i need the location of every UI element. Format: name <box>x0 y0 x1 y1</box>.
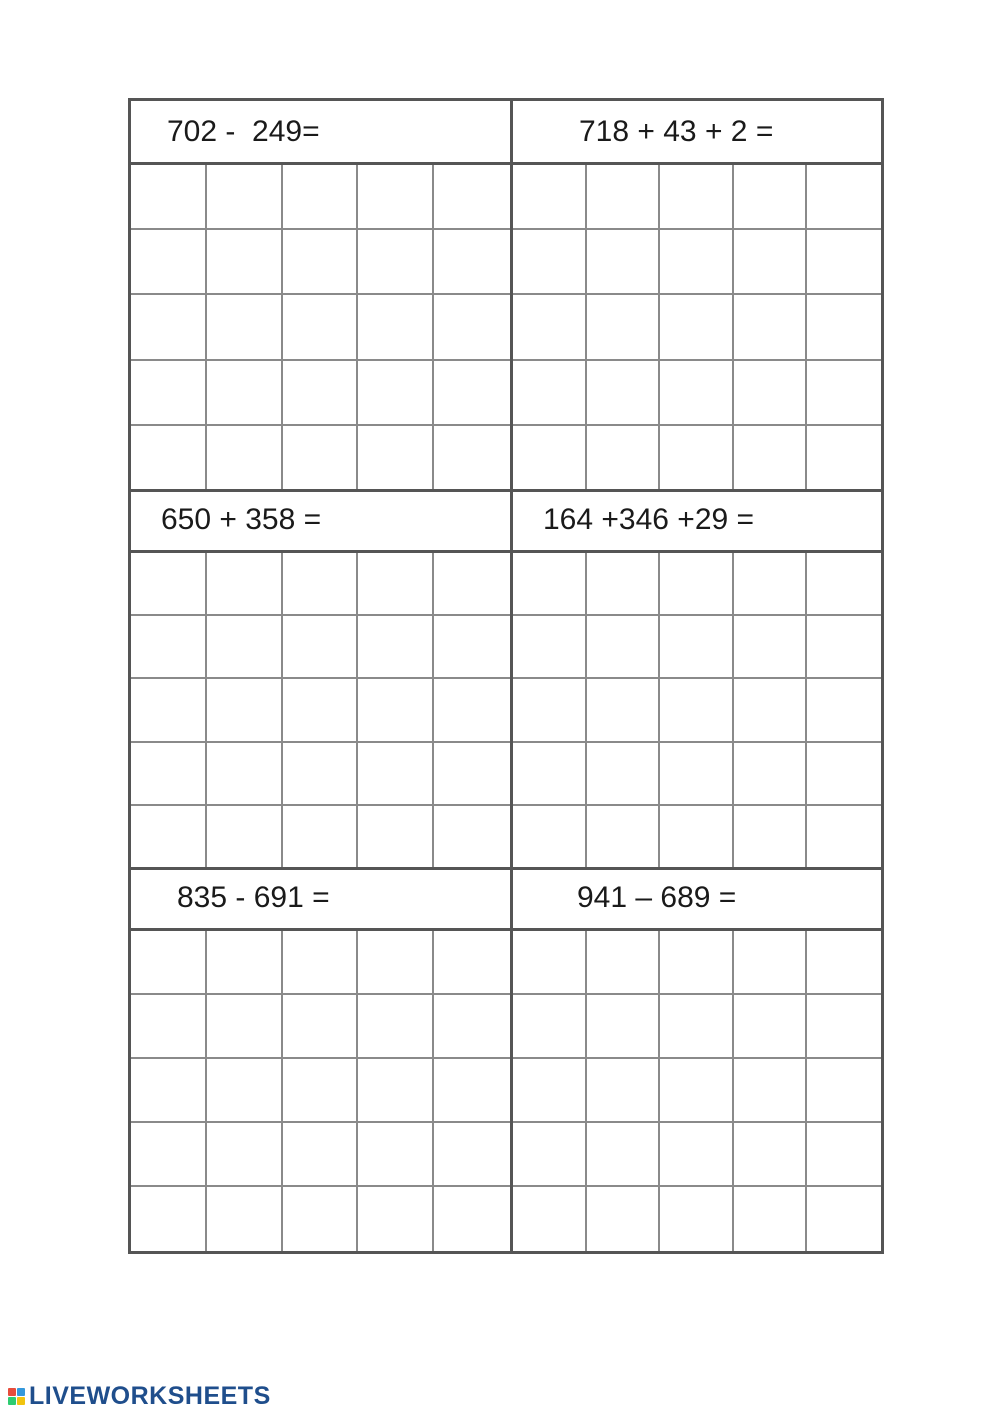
answer-cell[interactable] <box>358 230 434 295</box>
answer-cell[interactable] <box>283 295 359 360</box>
answer-cell[interactable] <box>434 553 510 616</box>
logo-block <box>17 1397 25 1405</box>
problem-4-text: 164 +346 +29 = <box>543 503 755 536</box>
answer-cell[interactable] <box>587 165 661 230</box>
problem-6-text: 941 – 689 = <box>577 881 737 914</box>
answer-cell[interactable] <box>283 165 359 230</box>
answer-cell[interactable] <box>358 743 434 806</box>
answer-cell[interactable] <box>587 1059 661 1123</box>
problem-row-2 <box>131 489 881 869</box>
answer-cell[interactable] <box>734 230 808 295</box>
answer-cell[interactable] <box>807 165 881 230</box>
answer-cell[interactable] <box>807 1123 881 1187</box>
answer-grid-1 <box>131 165 510 491</box>
answer-cell[interactable] <box>513 806 587 869</box>
answer-cell[interactable] <box>734 361 808 426</box>
answer-cell[interactable] <box>207 295 283 360</box>
answer-cell[interactable] <box>131 553 207 616</box>
answer-cell[interactable] <box>131 616 207 679</box>
answer-cell[interactable] <box>207 616 283 679</box>
logo-block <box>8 1388 16 1396</box>
answer-cell[interactable] <box>513 1059 587 1123</box>
answer-cell[interactable] <box>587 995 661 1059</box>
answer-cell[interactable] <box>131 931 207 995</box>
answer-cell[interactable] <box>131 1123 207 1187</box>
answer-cell[interactable] <box>131 806 207 869</box>
answer-cell[interactable] <box>283 553 359 616</box>
answer-cell[interactable] <box>734 679 808 742</box>
answer-cell[interactable] <box>131 743 207 806</box>
answer-cell[interactable] <box>283 230 359 295</box>
answer-cell[interactable] <box>513 295 587 360</box>
problem-1-text: 702 - 249= <box>167 115 320 148</box>
answer-cell[interactable] <box>513 1187 587 1251</box>
answer-cell[interactable] <box>660 361 734 426</box>
answer-cell[interactable] <box>660 426 734 491</box>
answer-grid-5 <box>131 931 510 1251</box>
answer-cell[interactable] <box>358 295 434 360</box>
answer-cell[interactable] <box>734 806 808 869</box>
answer-cell[interactable] <box>660 165 734 230</box>
answer-cell[interactable] <box>207 426 283 491</box>
answer-cell[interactable] <box>660 1123 734 1187</box>
answer-grid-3 <box>131 553 510 869</box>
answer-cell[interactable] <box>587 931 661 995</box>
answer-cell[interactable] <box>434 1123 510 1187</box>
answer-cell[interactable] <box>807 1059 881 1123</box>
answer-cell[interactable] <box>358 553 434 616</box>
answer-cell[interactable] <box>131 1187 207 1251</box>
answer-cell[interactable] <box>358 361 434 426</box>
answer-cell[interactable] <box>207 995 283 1059</box>
answer-cell[interactable] <box>587 616 661 679</box>
answer-cell[interactable] <box>807 361 881 426</box>
answer-cell[interactable] <box>660 1059 734 1123</box>
answer-cell[interactable] <box>434 743 510 806</box>
answer-cell[interactable] <box>513 931 587 995</box>
answer-cell[interactable] <box>734 426 808 491</box>
answer-cell[interactable] <box>434 995 510 1059</box>
problem-2-text: 718 + 43 + 2 = <box>579 115 774 148</box>
answer-cell[interactable] <box>734 295 808 360</box>
answer-cell[interactable] <box>513 165 587 230</box>
answer-cell[interactable] <box>807 230 881 295</box>
answer-cell[interactable] <box>434 230 510 295</box>
answer-cell[interactable] <box>734 616 808 679</box>
answer-cell[interactable] <box>513 230 587 295</box>
answer-cell[interactable] <box>131 679 207 742</box>
answer-cell[interactable] <box>734 1123 808 1187</box>
answer-cell[interactable] <box>587 1187 661 1251</box>
answer-cell[interactable] <box>660 616 734 679</box>
answer-cell[interactable] <box>807 426 881 491</box>
answer-cell[interactable] <box>734 1059 808 1123</box>
answer-cell[interactable] <box>207 361 283 426</box>
answer-cell[interactable] <box>660 230 734 295</box>
answer-cell[interactable] <box>587 1123 661 1187</box>
answer-cell[interactable] <box>660 1187 734 1251</box>
answer-cell[interactable] <box>283 806 359 869</box>
answer-cell[interactable] <box>513 743 587 806</box>
answer-cell[interactable] <box>513 361 587 426</box>
answer-cell[interactable] <box>283 1059 359 1123</box>
answer-cell[interactable] <box>587 361 661 426</box>
answer-cell[interactable] <box>660 743 734 806</box>
answer-cell[interactable] <box>207 743 283 806</box>
answer-cell[interactable] <box>660 931 734 995</box>
answer-cell[interactable] <box>207 230 283 295</box>
answer-cell[interactable] <box>131 361 207 426</box>
answer-cell[interactable] <box>434 1059 510 1123</box>
answer-cell[interactable] <box>207 1059 283 1123</box>
answer-cell[interactable] <box>207 553 283 616</box>
answer-cell[interactable] <box>513 995 587 1059</box>
liveworksheets-logo-icon <box>8 1388 25 1405</box>
answer-cell[interactable] <box>513 426 587 491</box>
answer-cell[interactable] <box>207 1187 283 1251</box>
answer-grid-6 <box>513 931 881 1251</box>
answer-cell[interactable] <box>434 616 510 679</box>
answer-cell[interactable] <box>660 295 734 360</box>
problem-row-1 <box>131 101 881 491</box>
answer-cell[interactable] <box>358 616 434 679</box>
answer-cell[interactable] <box>358 679 434 742</box>
answer-cell[interactable] <box>131 1059 207 1123</box>
answer-cell[interactable] <box>434 679 510 742</box>
answer-cell[interactable] <box>734 743 808 806</box>
answer-cell[interactable] <box>358 1187 434 1251</box>
answer-cell[interactable] <box>358 1059 434 1123</box>
problem-row-3 <box>131 867 881 1251</box>
answer-cell[interactable] <box>807 295 881 360</box>
answer-cell[interactable] <box>807 743 881 806</box>
answer-cell[interactable] <box>207 165 283 230</box>
answer-cell[interactable] <box>807 616 881 679</box>
answer-cell[interactable] <box>207 931 283 995</box>
logo-block <box>17 1388 25 1396</box>
answer-cell[interactable] <box>513 1123 587 1187</box>
answer-cell[interactable] <box>434 426 510 491</box>
answer-grid-2 <box>513 165 881 491</box>
answer-cell[interactable] <box>587 743 661 806</box>
answer-cell[interactable] <box>207 806 283 869</box>
answer-cell[interactable] <box>283 1123 359 1187</box>
answer-cell[interactable] <box>587 679 661 742</box>
answer-cell[interactable] <box>207 1123 283 1187</box>
answer-cell[interactable] <box>358 806 434 869</box>
answer-cell[interactable] <box>587 426 661 491</box>
answer-cell[interactable] <box>434 806 510 869</box>
problem-3-text: 650 + 358 = <box>161 503 322 536</box>
footer-brand[interactable] <box>8 1382 271 1411</box>
answer-cell[interactable] <box>283 1187 359 1251</box>
answer-cell[interactable] <box>734 553 808 616</box>
answer-cell[interactable] <box>587 806 661 869</box>
answer-cell[interactable] <box>283 426 359 491</box>
answer-cell[interactable] <box>283 995 359 1059</box>
answer-cell[interactable] <box>283 931 359 995</box>
answer-cell[interactable] <box>587 553 661 616</box>
answer-cell[interactable] <box>131 995 207 1059</box>
answer-cell[interactable] <box>734 1187 808 1251</box>
answer-cell[interactable] <box>734 931 808 995</box>
answer-cell[interactable] <box>807 931 881 995</box>
answer-cell[interactable] <box>283 743 359 806</box>
answer-cell[interactable] <box>660 995 734 1059</box>
answer-cell[interactable] <box>358 426 434 491</box>
answer-cell[interactable] <box>660 553 734 616</box>
answer-cell[interactable] <box>587 295 661 360</box>
answer-cell[interactable] <box>358 1123 434 1187</box>
answer-cell[interactable] <box>660 679 734 742</box>
answer-cell[interactable] <box>587 230 661 295</box>
answer-cell[interactable] <box>358 931 434 995</box>
answer-cell[interactable] <box>207 679 283 742</box>
answer-grid-4 <box>513 553 881 869</box>
answer-cell[interactable] <box>807 806 881 869</box>
answer-cell[interactable] <box>358 995 434 1059</box>
brand-name: LIVEWORKSHEETS <box>29 1382 271 1410</box>
answer-cell[interactable] <box>434 295 510 360</box>
answer-cell[interactable] <box>734 165 808 230</box>
worksheet-table <box>128 98 884 1254</box>
answer-cell[interactable] <box>660 806 734 869</box>
logo-block <box>8 1397 16 1405</box>
answer-cell[interactable] <box>434 1187 510 1251</box>
answer-cell[interactable] <box>283 361 359 426</box>
answer-cell[interactable] <box>513 553 587 616</box>
problem-5-text: 835 - 691 = <box>177 881 330 914</box>
answer-cell[interactable] <box>513 616 587 679</box>
answer-cell[interactable] <box>131 295 207 360</box>
answer-cell[interactable] <box>131 230 207 295</box>
answer-cell[interactable] <box>131 426 207 491</box>
answer-cell[interactable] <box>358 165 434 230</box>
answer-cell[interactable] <box>283 616 359 679</box>
answer-cell[interactable] <box>434 165 510 230</box>
answer-cell[interactable] <box>434 931 510 995</box>
answer-cell[interactable] <box>434 361 510 426</box>
answer-cell[interactable] <box>734 995 808 1059</box>
answer-cell[interactable] <box>513 679 587 742</box>
answer-cell[interactable] <box>807 995 881 1059</box>
answer-cell[interactable] <box>807 679 881 742</box>
answer-cell[interactable] <box>807 1187 881 1251</box>
answer-cell[interactable] <box>807 553 881 616</box>
answer-cell[interactable] <box>283 679 359 742</box>
answer-cell[interactable] <box>131 165 207 230</box>
